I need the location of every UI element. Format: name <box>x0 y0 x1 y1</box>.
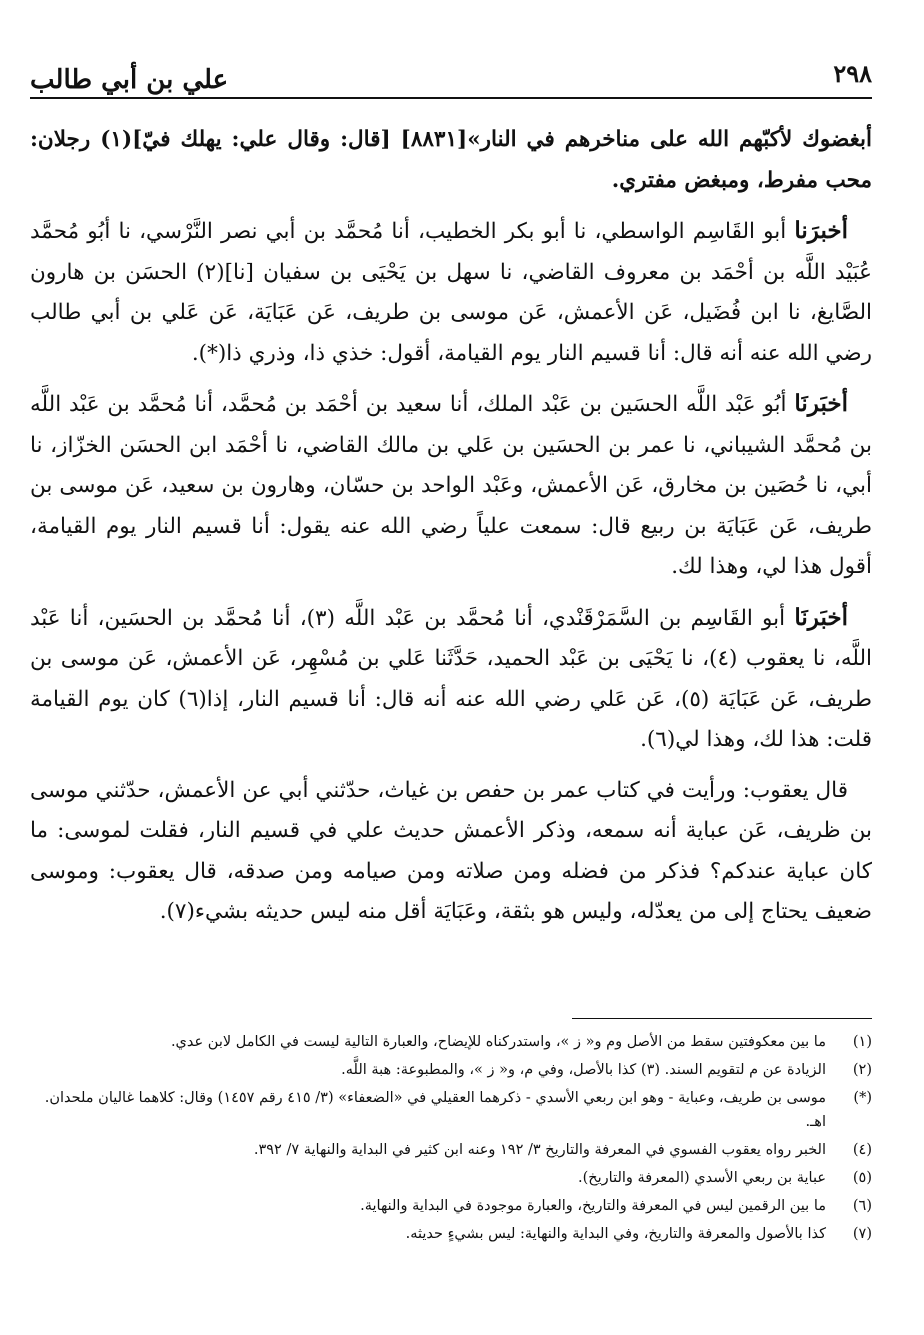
page-number: ٢٩٨ <box>833 59 872 88</box>
paragraph-lead: أخبَرنَا <box>794 390 848 417</box>
footnote <box>30 1138 872 1162</box>
footnote-text: كذا بالأصول والمعرفة والتاريخ، وفي البداية والنهاية: ليس بشيءٍ حديثه. <box>405 1226 826 1242</box>
footnote-number: (٦) <box>852 1198 872 1214</box>
footnote-divider <box>572 1018 872 1019</box>
footnote-text: ما بين الرقمين ليس في المعرفة والتاريخ، والعبارة موجودة في البداية والنهاية. <box>360 1198 826 1214</box>
paragraph-1 <box>30 120 872 201</box>
paragraph-3 <box>30 384 872 588</box>
footnote-number: (٤) <box>852 1142 872 1158</box>
paragraph-text: أبغضوك لأكبّهم الله على مناخرهم في النار»[٨٨٣١] [قال: وقال علي: يهلك فيّ](١) رجلان: محب مفرط، ومبغض مفتري. <box>30 127 872 193</box>
paragraph-text: أبو القَاسِم بن السَّمَرْقَنْدي، أنا مُحمَّد بن عَبْد اللَّه (٣)، أنا مُحمَّد بن الحسَين، أنا عَبْد اللَّه، نا يعقوب (٤)، نا يَحْيَى بن عَبْد الحميد، حَدَّثَنا عَلي بن مُسْهِر، عَن الأعمش، عَن موسى بن طريف، عَن عَبَايَة (٥)، عَن عَلي رضي الله عنه أنه قال: أنا قسيم النار، إذا(٦) كان يوم القيامة قلت: هذا لك، وهذا لي(٦). <box>30 605 872 752</box>
running-title: علي بن أبي طالب <box>30 65 229 95</box>
footnote-text: ما بين معكوفتين سقط من الأصل وم و« ز »، واستدركناه للإيضاح، والعبارة التالية ليست في الكامل لابن عدي. <box>170 1034 826 1050</box>
footnote-text: موسى بن طريف، وعباية - وهو ابن ربعي الأسدي - ذكرهما العقيلي في «الضعفاء» (٣/ ٤١٥ رقم ١٤٥٧) وقال: كلاهما غاليان ملحدان. اهـ. <box>44 1090 826 1130</box>
paragraph-5 <box>30 771 872 933</box>
footnote-text: عباية بن ربعي الأسدي (المعرفة والتاريخ). <box>578 1170 826 1186</box>
paragraph-text: قال يعقوب: ورأيت في كتاب عمر بن حفص بن غياث، حدّثني أبي عن الأعمش، حدّثني موسى بن ظريف، عَن عباية أنه سمعه، وذكر الأعمش حديث علي في قسيم النار، فقلت لموسى: ما كان عباية عندكم؟ فذكر من فضله ومن صلاته ومن صيامه ومن صدقه، قال يعقوب: وموسى ضعيف يحتاج إلى من يعدّله، وليس هو بثقة، وعَبَايَة أقل منه ليس حديثه بشيء(٧). <box>30 777 872 924</box>
footnote <box>30 1030 872 1054</box>
footnote-number: (١) <box>852 1034 872 1050</box>
footnote-number: (٧) <box>852 1226 872 1242</box>
footnote-number: (*) <box>853 1090 872 1106</box>
footnote-number: (٢) <box>852 1062 872 1078</box>
paragraph-4 <box>30 598 872 761</box>
paragraph-text: أبُو عَبْد اللَّه الحسَين بن عَبْد الملك، أنا سعيد بن أحْمَد بن مُحمَّد، أنا مُحمَّد بن عَبْد اللَّه بن مُحمَّد الشيباني، نا عمر بن الحسَين بن عَلي بن مالك القاضي، نا أحْمَد ابن الحسَن الخزّاز، نا أبي، نا حُصَين بن مخارق، عَن الأعمش، وعَبْد الواحد بن حسّان، وهارون بن سعيد، عَن موسى بن طريف، عَن عَبَايَة بن ربيع قال: سمعت علياً رضي الله عنه يقول: أنا قسيم النار يوم القيامة، أقول هذا لي، وهذا لك. <box>30 392 872 579</box>
paragraph-text: أبو القَاسِم الواسطي، نا أبو بكر الخطيب، أنا مُحمَّد بن أبي نصر النَّرْسي، نا أبُو مُحمَّد عُبَيْد اللَّه بن أحْمَد بن معروف القاضي، نا سهل بن يَحْيَى بن سفيان [نا](٢) الحسَن بن هارون الصَّايغ، نا ابن فُضَيل، عَن الأعمش، عَن موسى بن طريف، عَن عَبَايَة، عَن عَلي بن أبي طالب رضي الله عنه أنه قال: أنا قسيم النار يوم القيامة، أقول: خذي ذا، وذري ذا(*). <box>30 219 872 366</box>
paragraph-lead: أخبرَنا <box>794 217 848 244</box>
main-text <box>30 120 872 943</box>
paragraph-2 <box>30 211 872 374</box>
footnote-number: (٥) <box>852 1170 872 1186</box>
footnote-text: الخبر رواه يعقوب الفسوي في المعرفة والتاريخ ٣/ ١٩٢ وعنه ابن كثير في البداية والنهاية ٧/ ٣٩٢. <box>253 1142 826 1158</box>
page-header <box>30 55 872 99</box>
footnote <box>30 1222 872 1246</box>
paragraph-lead: أخبَرنَا <box>794 603 848 631</box>
footnote-text: الزيادة عن م لتقويم السند. (٣) كذا بالأصل، وفي م، و« ز »، والمطبوعة: هبة اللَّه. <box>341 1062 826 1078</box>
footnote <box>30 1058 872 1082</box>
footnote <box>30 1166 872 1190</box>
footnote <box>30 1194 872 1218</box>
footnotes <box>30 1030 872 1250</box>
footnote <box>30 1086 872 1134</box>
